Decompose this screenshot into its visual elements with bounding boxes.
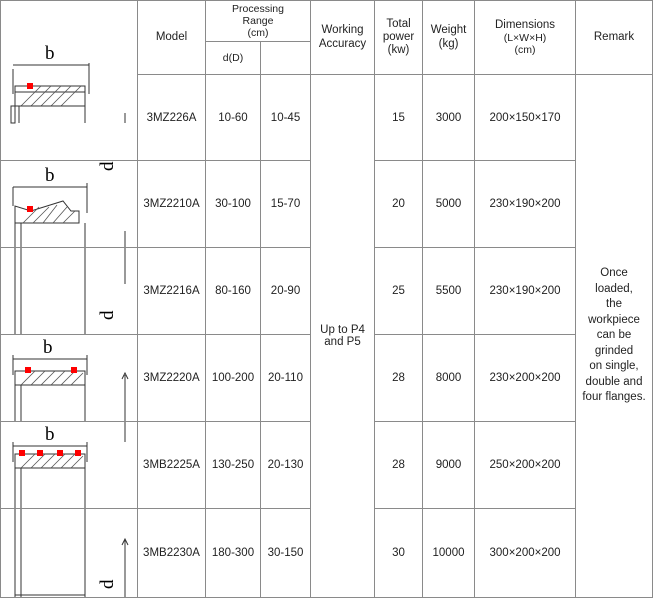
col-working-accuracy: Working Accuracy <box>311 1 375 75</box>
remark-line: on single, <box>589 360 639 373</box>
cell-model: 3MB2230A <box>138 509 206 598</box>
col-dimensions <box>475 1 576 75</box>
remark-line: double and <box>585 375 643 388</box>
dimensions-label: Dimensions <box>494 18 556 31</box>
cell-model: 3MZ226A <box>138 75 206 161</box>
b-label: b <box>43 337 53 358</box>
cell-b: 20-110 <box>261 335 311 422</box>
remark-line: Once <box>600 267 628 280</box>
cell-dims: 200×150×170 <box>475 75 576 161</box>
cell-power: 15 <box>375 75 423 161</box>
d-label: d <box>97 310 118 320</box>
cell-d: 180-300 <box>206 509 261 598</box>
col-total-power <box>375 1 423 75</box>
b-label: b <box>45 42 55 64</box>
weight-label: Weight <box>430 24 467 37</box>
remark-line: workpiece <box>588 313 640 326</box>
figure-four-flanges <box>1 422 138 509</box>
cell-model: 3MZ2216A <box>138 248 206 335</box>
power-line2: power <box>382 30 415 43</box>
range-line2: Range <box>242 14 274 27</box>
cell-d: 30-100 <box>206 161 261 248</box>
power-line1: Total <box>386 17 411 30</box>
d-label: d <box>97 161 118 171</box>
d-label: d <box>97 579 118 589</box>
cell-power: 30 <box>375 509 423 598</box>
figure-taper-flange <box>1 161 138 248</box>
accuracy-line2: and P5 <box>324 336 361 348</box>
figure-one-flange <box>1 1 138 171</box>
dimensions-unit: (cm) <box>514 44 536 57</box>
cell-d: 100-200 <box>206 335 261 422</box>
accuracy-line1: Up to P4 <box>320 324 365 336</box>
figure-two-flanges <box>1 335 138 422</box>
cell-remark <box>576 75 653 598</box>
cell-power: 28 <box>375 335 423 422</box>
b-label: b <box>45 424 55 445</box>
cell-b: 20-90 <box>261 248 311 335</box>
power-unit: (kw) <box>387 44 410 57</box>
cell-power: 25 <box>375 248 423 335</box>
cell-accuracy <box>311 75 375 598</box>
cell-weight: 9000 <box>423 422 475 509</box>
col-processing-range <box>206 1 311 42</box>
remark-line: grinded <box>594 344 634 357</box>
remark-line: loaded, <box>595 282 633 295</box>
cell-power: 28 <box>375 422 423 509</box>
remark-line: four flanges. <box>582 391 646 404</box>
cell-dims: 230×190×200 <box>475 161 576 248</box>
cell-weight: 5500 <box>423 248 475 335</box>
cell-b: 15-70 <box>261 161 311 248</box>
col-range-b <box>261 42 311 75</box>
figure-wide <box>1 509 138 598</box>
cell-b: 10-45 <box>261 75 311 161</box>
col-range-d: d(D) <box>206 42 261 75</box>
col-weight <box>423 1 475 75</box>
cell-b: 20-130 <box>261 422 311 509</box>
remark-line: can be <box>596 329 632 342</box>
cell-weight: 3000 <box>423 75 475 161</box>
remark-line: the <box>606 298 623 311</box>
cell-d: 130-250 <box>206 422 261 509</box>
col-remark: Remark <box>576 1 653 75</box>
cell-d: 10-60 <box>206 75 261 161</box>
cell-weight: 5000 <box>423 161 475 248</box>
cell-power: 20 <box>375 161 423 248</box>
cell-model: 3MZ2210A <box>138 161 206 248</box>
cell-dims: 230×200×200 <box>475 335 576 422</box>
range-line1: Processing <box>232 2 284 15</box>
range-unit: (cm) <box>247 27 269 40</box>
cell-weight: 8000 <box>423 335 475 422</box>
cell-model: 3MB2225A <box>138 422 206 509</box>
cell-dims: 300×200×200 <box>475 509 576 598</box>
cell-weight: 10000 <box>423 509 475 598</box>
weight-unit: (kg) <box>438 37 459 50</box>
figure-plain <box>1 248 138 335</box>
col-model: Model <box>138 1 206 75</box>
b-label: b <box>45 165 55 186</box>
cell-model: 3MZ2220A <box>138 335 206 422</box>
cell-b: 30-150 <box>261 509 311 598</box>
dimensions-formula: (L×W×H) <box>503 32 547 45</box>
cell-dims: 250×200×200 <box>475 422 576 509</box>
cell-d: 80-160 <box>206 248 261 335</box>
cell-dims: 230×190×200 <box>475 248 576 335</box>
